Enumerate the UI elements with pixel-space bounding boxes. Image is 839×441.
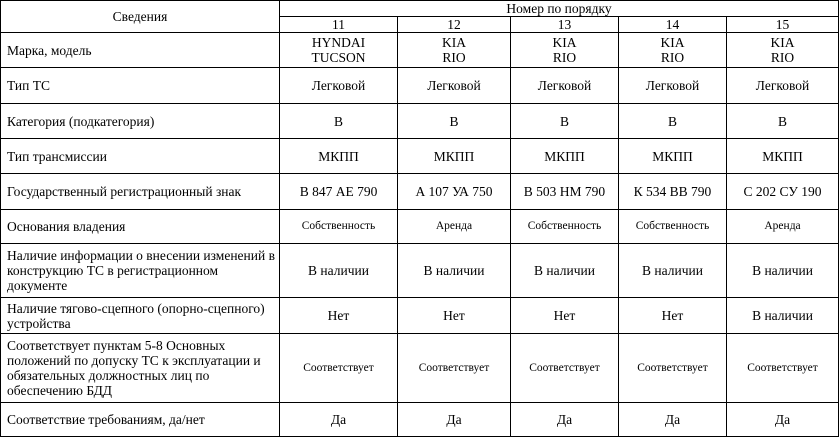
table-cell: В наличии (511, 244, 619, 298)
table-cell: В наличии (398, 244, 511, 298)
table-cell: Собственность (619, 210, 727, 244)
table-cell: В наличии (619, 244, 727, 298)
table-cell: Легковой (619, 68, 727, 104)
table-cell: Легковой (727, 68, 839, 104)
row-label: Тип трансмиссии (1, 139, 280, 174)
row-label: Категория (подкатегория) (1, 104, 280, 139)
table-row (1, 104, 839, 139)
table-cell: HYNDAI TUCSON (280, 33, 398, 68)
row-label: Наличие информации о внесении изменений в конструкцию ТС в регистрационном документе (1, 244, 280, 298)
table-cell: В наличии (727, 244, 839, 298)
table-cell: В 847 АЕ 790 (280, 174, 398, 210)
table-cell: В (398, 104, 511, 139)
table-cell: МКПП (511, 139, 619, 174)
row-label: Тип ТС (1, 68, 280, 104)
table-cell: Да (280, 403, 398, 437)
table-cell: Соответствует (727, 334, 839, 403)
header-ordinal-group: Номер по порядку (280, 1, 839, 17)
table-row (1, 244, 839, 298)
header-details: Сведения (1, 1, 280, 33)
column-number: 15 (727, 17, 839, 33)
row-label: Наличие тягово-сцепного (опорно-сцепного) устройства (1, 298, 280, 334)
table-cell: В (619, 104, 727, 139)
table-cell: Легковой (398, 68, 511, 104)
column-number: 11 (280, 17, 398, 33)
table-row (1, 334, 839, 403)
table-cell: Легковой (280, 68, 398, 104)
table-cell: Да (727, 403, 839, 437)
row-label: Соответствует пунктам 5-8 Основных положений по допуску ТС к эксплуатации и обязательных должностных лиц по обеспечению БДД (1, 334, 280, 403)
table-row (1, 139, 839, 174)
table-cell: МКПП (727, 139, 839, 174)
table-cell: А 107 УА 750 (398, 174, 511, 210)
table-row (1, 174, 839, 210)
column-number: 13 (511, 17, 619, 33)
table-cell: Да (619, 403, 727, 437)
table-cell: В (511, 104, 619, 139)
table-cell: С 202 СУ 190 (727, 174, 839, 210)
row-label: Соответствие требованиям, да/нет (1, 403, 280, 437)
table-cell: В (280, 104, 398, 139)
table-cell: Нет (280, 298, 398, 334)
table-row (1, 210, 839, 244)
column-number: 12 (398, 17, 511, 33)
table-row (1, 68, 839, 104)
table-cell: Собственность (280, 210, 398, 244)
table-cell: KIA RIO (619, 33, 727, 68)
table-cell: Аренда (727, 210, 839, 244)
table-cell: KIA RIO (727, 33, 839, 68)
table-row (1, 298, 839, 334)
table-cell: Нет (398, 298, 511, 334)
table-cell: МКПП (398, 139, 511, 174)
table-cell: Легковой (511, 68, 619, 104)
table-cell: МКПП (280, 139, 398, 174)
table-cell: KIA RIO (398, 33, 511, 68)
table-cell: В наличии (280, 244, 398, 298)
table-cell: Аренда (398, 210, 511, 244)
table-cell: К 534 ВВ 790 (619, 174, 727, 210)
table-cell: Да (511, 403, 619, 437)
table-cell: Собственность (511, 210, 619, 244)
table-cell: В наличии (727, 298, 839, 334)
table-cell: МКПП (619, 139, 727, 174)
table-cell: В (727, 104, 839, 139)
table-cell: Нет (619, 298, 727, 334)
row-label: Государственный регистрационный знак (1, 174, 280, 210)
table-cell: Соответствует (511, 334, 619, 403)
table-cell: KIA RIO (511, 33, 619, 68)
table-cell: Соответствует (280, 334, 398, 403)
table-cell: Соответствует (619, 334, 727, 403)
row-label: Марка, модель (1, 33, 280, 68)
table-row (1, 33, 839, 68)
table-cell: Нет (511, 298, 619, 334)
table-cell: Соответствует (398, 334, 511, 403)
table-row (1, 403, 839, 437)
column-number: 14 (619, 17, 727, 33)
table-cell: Да (398, 403, 511, 437)
table-cell: В 503 НМ 790 (511, 174, 619, 210)
row-label: Основания владения (1, 210, 280, 244)
